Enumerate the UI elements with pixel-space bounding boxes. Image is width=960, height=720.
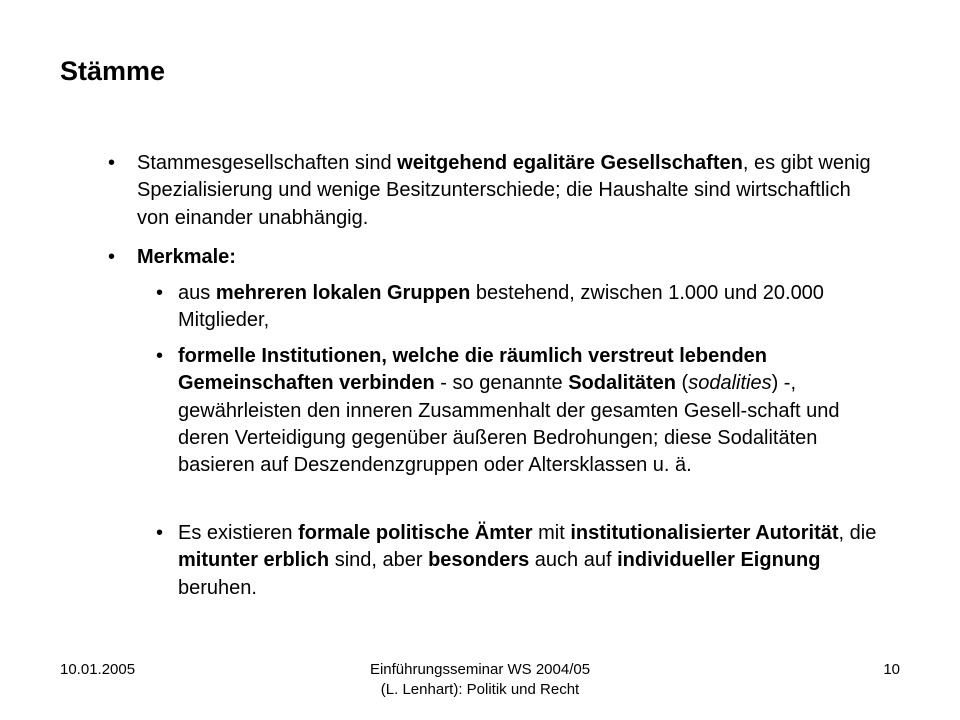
bold-run: individueller Eignung [617,549,821,572]
text-run: Es existieren [178,522,299,544]
text-run: mit [532,522,571,544]
bullet-marker: • [156,282,164,304]
bold-run: weitgehend egalitäre Gesellschaften [397,152,743,174]
bold-run: Sodalitäten [568,372,676,395]
bullet-marker: • [156,345,164,367]
footer-course-line1: Einführungsseminar WS 2004/05 [369,661,591,678]
bullet-marker: • [156,522,164,544]
sub-bullet-item [156,280,896,335]
bold-run: institutionalisierter Autorität [570,522,839,544]
bullet-text [178,520,896,602]
bold-run: formale politische Ämter [298,522,533,544]
footer-course-line2: (L. Lenhart): Politik und Recht [380,681,580,698]
bold-run: besonders [428,549,530,572]
text-run: aus [178,282,216,304]
text-run: - so genannte [434,372,569,395]
bold-run: formelle Institutionen, welche die räumlich verstreut lebenden Gemeinschaften verbinden [178,345,768,395]
text-run: auch auf [529,549,618,572]
bold-run: Merkmale: [137,246,236,268]
footer-date: 10.01.2005 [60,661,136,678]
text-run: ( [675,372,689,395]
bullet-item [108,150,878,232]
bullet-item [108,244,878,271]
sub-bullet-item [156,520,896,602]
bullet-text [178,280,896,335]
sub-bullet-item [156,343,896,479]
italic-run: sodalities [688,372,772,395]
text-run: bestehend, zwischen 1.000 und 20.000 Mitglieder, [178,282,824,332]
bold-run: mehreren lokalen Gruppen [215,282,471,304]
text-run: sind, aber [329,549,429,572]
bold-run: mitunter erblich [178,549,330,572]
text-run: beruhen. [178,576,257,599]
text-run: ) -, gewährleisten den inneren Zusammenhalt der gesamten Gesell-schaft und deren Verteidigung gegenüber äußeren Bedrohungen; diese Sodalitäten basieren auf Deszendenzgruppen oder Altersklassen u. ä. [178,372,840,477]
page-number: 10 [883,661,900,678]
text-run: , die [838,522,877,544]
bullet-marker: • [108,246,116,268]
slide-title: Stämme [60,56,166,86]
footer-course [300,660,660,700]
text-run: Stammesgesellschaften sind [137,152,398,174]
bullet-text [178,343,896,479]
bullet-text [137,150,878,232]
text-run: , es gibt wenig Spezialisierung und wenige Besitzunterschiede; die Haushalte sind wirtschaftlich von einander unabhängig. [137,152,871,229]
bullet-marker: • [108,152,116,174]
bullet-text [137,244,878,271]
